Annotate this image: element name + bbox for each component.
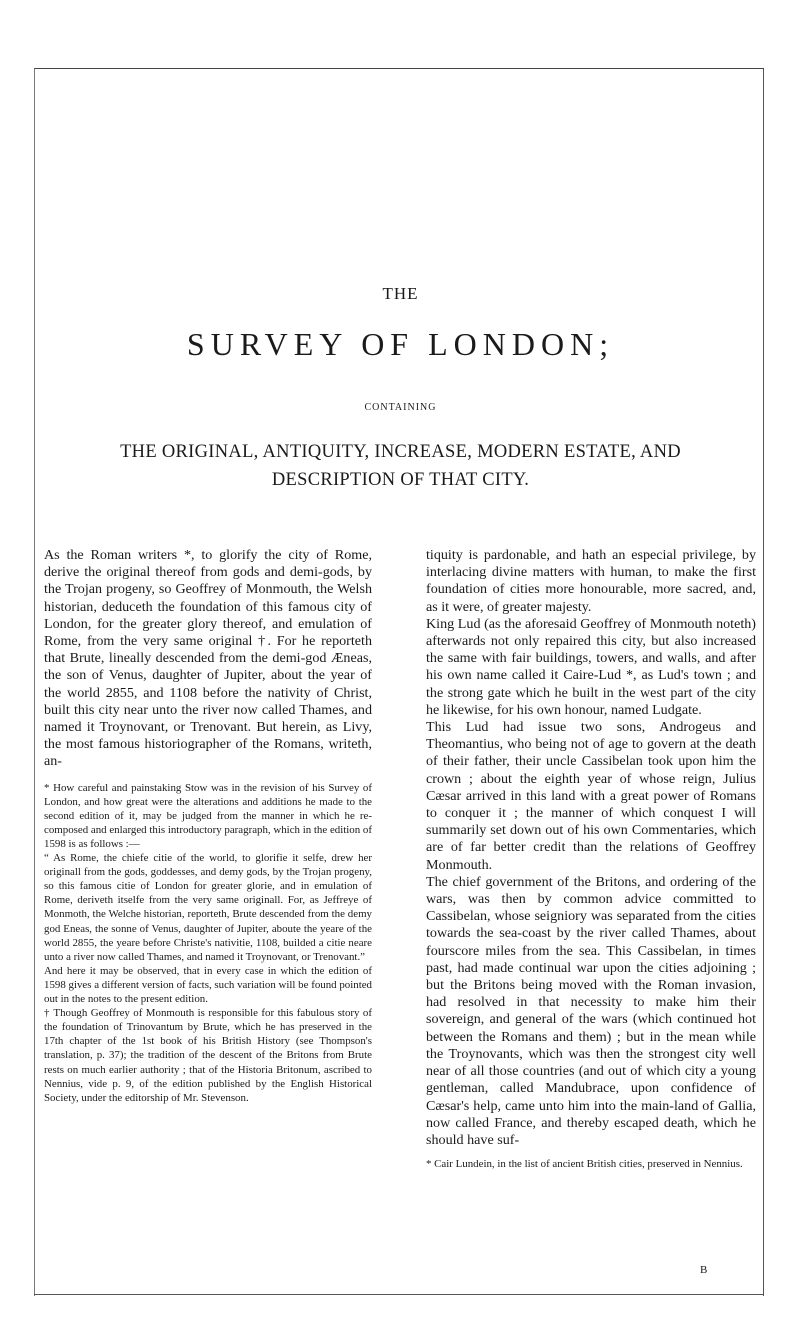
left-body-paragraph: As the Roman writers *, to glorify the city of Rome, derive the original thereof from gods and demi-gods, by the Trojan progeny, so Geoffrey of Monmouth, the Welsh historian, deduceth the foundation of this famous city of London, for the greater glory thereof, and emulation of Rome, from the very same original †. For he reporteth that Brute, lineally descended from the demi-god Æneas, the son of Venus, daughter of Jupiter, about the year of the world 2855, and 1108 before the nativity of Christ, built this city near unto the river now called Thames, and named it Troynovant, or Trenovant. But herein, as Livy, the most famous historiographer of the Romans, writeth, an- [44, 547, 372, 770]
right-paragraph-4: The chief government of the Britons, and ordering of the wars, was then by common advice committed to Cassibelan, whose seigniory was separated from the cities towards the sea-coast by the river called Thames, about fourscore miles from the sea. This Cassibelan, in times past, had made continual war upon the cities adjoining ; but the Britons being moved with the Roman invasion, had resolved in that necessity to make him their sovereign, and general of the wars (which continued hot between the Romans and them) ; but in the mean while the Troynovants, which was then the strongest city well near of all those countries (and out of which city a young gentleman, called Mandubrace, upon confidence of Cæsar's help, came unto him into the main-land of Gallia, now called France, and thereby escaped death, which he should have suf- [426, 873, 756, 1148]
right-paragraph-1: tiquity is pardonable, and hath an especial privilege, by interlacing divine matters with human, to make the first foundation of cities more honourable, more sacred, and, as it were, of greater majesty. [426, 547, 756, 615]
right-footnote: * Cair Lundein, in the list of ancient British cities, preserved in Nennius. [426, 1158, 743, 1171]
right-paragraph-3: This Lud had issue two sons, Androgeus and Theomantius, who being not of age to govern at the death of their father, their uncle Cassibelan took upon him the crown ; about the eighth year of whose reign, Julius Cæsar arrived in this land with a great power of Romans to conquer it ; the manner of which conquest I will summarily set down out of his own Commentaries, which are of far better credit than the relations of Geoffrey Monmouth. [426, 719, 756, 873]
right-column [426, 547, 756, 1171]
heading-description: THE ORIGINAL, ANTIQUITY, INCREASE, MODERN ESTATE, AND DESCRIPTION OF THAT CITY. [120, 442, 681, 490]
heading-containing: CONTAINING [364, 402, 437, 413]
footnote-star: * How careful and painstaking Stow was in the revision of his Survey of London, and how great were the alterations and additions he made to the second edition of it, may be judged from the manner in which he re-composed and enlarged this introductory paragraph, which in the edition of 1598 is as follows :— [44, 781, 372, 851]
left-column [44, 547, 372, 1105]
footnote-dagger: † Though Geoffrey of Monmouth is responsible for this fabulous story of the foundation of Trinovantum by Brute, which he has preserved in the 17th chapter of the 1st book of his British History (see Thompson's translation, p. 37); the tradition of the descent of the Britons from Brute rests on much earlier authority ; that of the Historia Britonum, ascribed to Nennius, vide p. 9, of the edition published by the English Historical Society, under the editorship of Mr. Stevenson. [44, 1007, 372, 1104]
footnote-note: And here it may be observed, that in every case in which the edition of 1598 gives a different version of facts, such variation will be found pointed out in the notes to the present edition. [44, 964, 372, 1006]
signature-mark: B [700, 1264, 708, 1276]
right-paragraph-2: King Lud (as the aforesaid Geoffrey of Monmouth noteth) afterwards not only repaired this city, but also increased the same with fair buildings, towers, and walls, and after his own name called it Caire-Lud *, as Lud's town ; and the strong gate which he built in the west part of the city he likewise, for his own honour, named Ludgate. [426, 615, 756, 718]
heading-the: THE [382, 284, 419, 303]
bottom-rule [34, 1294, 764, 1295]
footnote-quote: “ As Rome, the chiefe citie of the world, to glorifie it selfe, drew her originall from the gods, goddesses, and demy gods, by the Trojan progeny, so this famous citie of London for greater glorie, and in emulation of Rome, deriveth itselfe from the very same originall. For, as Jeffreye of Monmoth, the Welche historian, reporteth, Brute descended from the demy god Eneas, the sonne of Venus, daughter of Jupiter, aboute the yeare of the world 2855, the yeare before Christe's nativitie, 1108, builded a citie neare unto a river now called Thames, and named it Troynovant, or Trenovant.” [44, 852, 372, 963]
page-title: SURVEY OF LONDON; [186, 326, 615, 362]
